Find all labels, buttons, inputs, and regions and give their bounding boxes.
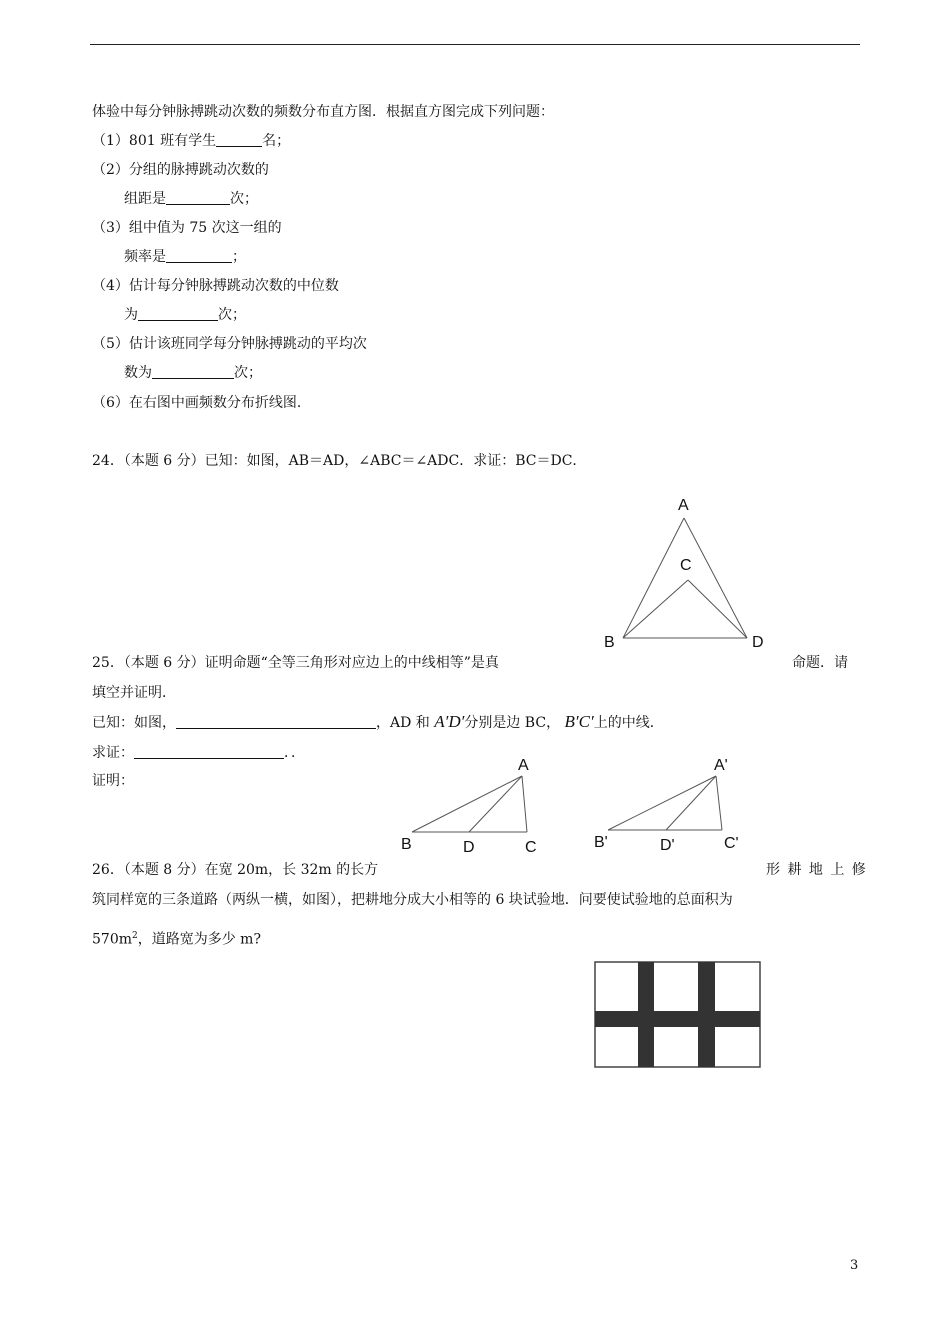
q23-part5-b-post: 次； [234,365,262,381]
q26-line1-left: 26．（本题 8 分）在宽 20m，长 32m 的长方 [92,862,379,878]
q23-part3-b-post: ； [232,249,246,265]
q23-part2-a: （2）分组的脉搏跳动次数的 [92,162,269,178]
label-b: B [401,836,412,853]
q24-text: 24．（本题 6 分）已知：如图，AB＝AD，∠ABC＝∠ADC．求证：BC＝DC． [92,453,587,469]
q23-part1-pre: （1）801 班有学生 [92,133,217,149]
q25-prove-post: ．． [284,745,305,761]
q23-part5-a: （5）估计该班同学每分钟脉搏跳动的平均次 [92,336,367,352]
q23-part2-b [124,189,258,209]
q25-proof-label: 证明： [92,773,134,789]
label-a: A [518,757,529,774]
q25-known-post: 上的中线． [593,715,664,731]
answer-blank[interactable] [166,248,232,263]
q23-part3-a: （3）组中值为 75 次这一组的 [92,220,282,236]
q24-figure [600,490,780,655]
q26-area-sup: 2 [132,931,138,941]
q23-part4-b-post: 次； [218,307,246,323]
q26-field-figure [594,961,762,1069]
q23-part6: （6）在右图中画频数分布折线图． [92,395,311,411]
q25-line1-left: 25．（本题 6 分）证明命题“全等三角形对应边上的中线相等”是真 [92,655,499,671]
label-a: A [678,497,689,514]
label-d: D [463,839,475,856]
q25-known-pre: 已知：如图， [92,715,176,731]
q25-known-mid2: 分别是边 BC， [464,715,561,731]
intro-text: 体验中每分钟脉搏跳动次数的频数分布直方图．根据直方图完成下列问题： [92,104,554,120]
q26-line1-right: 形 耕 地 上 修 [766,862,866,878]
q25-triangle-2 [590,753,760,853]
q23-part1 [92,131,290,151]
label-a-prime: A' [714,757,728,774]
answer-blank[interactable] [166,190,230,205]
q23-part2-b-pre: 组距是 [124,191,166,207]
label-d: D [752,634,764,651]
label-d-prime: D' [660,837,675,854]
q23-part1-post: 名； [262,133,291,149]
q25-line2: 填空并证明． [92,685,176,701]
answer-blank[interactable] [138,306,218,321]
q25-known [92,712,664,733]
answer-blank[interactable] [216,132,262,147]
answer-blank[interactable] [176,714,376,729]
q23-part4-b-pre: 为 [124,307,138,323]
q23-part4-b [124,305,246,325]
q25-triangle-1 [395,755,555,855]
label-b: B [604,634,615,651]
q26-line3 [92,926,261,950]
q23-part4-a: （4）估计每分钟脉搏跳动次数的中位数 [92,278,339,294]
math-b-prime-c-prime: B′C′ [564,712,594,731]
answer-blank[interactable] [152,364,234,379]
q25-known-mid: ，AD 和 [376,715,430,731]
q23-part5-b-pre: 数为 [124,365,152,381]
q26-area: 570m [92,931,132,948]
q25-prove-pre: 求证： [92,745,134,761]
label-c: C [680,557,692,574]
q25-line1-right: 命题．请 [792,655,848,671]
q23-part2-b-post: 次； [230,191,258,207]
q23-part3-b [124,247,246,267]
q23-part5-b [124,363,262,383]
q23-part3-b-pre: 频率是 [124,249,166,265]
label-b-prime: B' [594,834,608,851]
q26-line2: 筑同样宽的三条道路（两纵一横，如图），把耕地分成大小相等的 6 块试验地．问要使试验地的总面积为 [92,892,733,908]
page-number: 3 [850,1258,859,1273]
label-c: C [525,839,537,856]
road-horizontal [595,1011,760,1027]
answer-blank[interactable] [134,744,284,759]
q26-question: ，道路宽为多少 m? [137,931,261,948]
header-rule [90,44,860,45]
math-a-prime-d-prime: A′D′ [434,712,465,731]
label-c-prime: C' [724,835,739,852]
q25-prove [92,743,305,763]
